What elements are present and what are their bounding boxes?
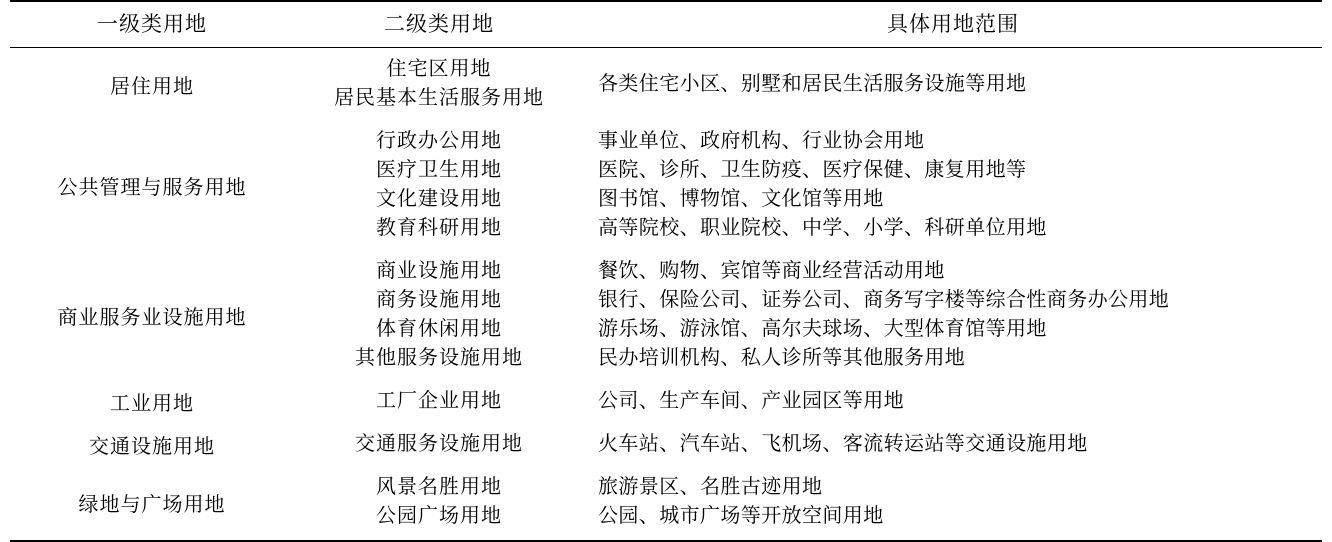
secondary-list (294, 387, 584, 416)
list-item: 行政办公用地 (376, 130, 502, 152)
secondary-list (294, 127, 584, 243)
scope-list (598, 387, 1322, 416)
list-item: 公园、城市广场等开放空间用地 (598, 505, 884, 527)
list-item: 餐饮、购物、宾馆等商业经营活动用地 (598, 260, 945, 282)
table-row (10, 423, 1322, 466)
list-item: 住宅区用地 (386, 58, 492, 80)
secondary-list (294, 55, 584, 113)
list-item: 各类住宅小区、别墅和居民生活服务设施等用地 (598, 72, 1027, 95)
list-item: 文化建设用地 (376, 188, 502, 210)
cell-secondary-category (294, 250, 584, 380)
table-header-row (10, 1, 1322, 48)
list-item: 工厂企业用地 (376, 390, 502, 412)
list-item: 交通服务设施用地 (355, 433, 523, 455)
column-header-primary: 一级类用地 (10, 1, 294, 48)
list-item: 事业单位、政府机构、行业协会用地 (598, 130, 925, 152)
table-row (10, 250, 1322, 380)
column-header-secondary: 二级类用地 (294, 1, 584, 48)
table-body (10, 48, 1322, 542)
cell-secondary-category (294, 423, 584, 466)
cell-secondary-category (294, 48, 584, 121)
cell-primary-category: 公共管理与服务用地 (57, 176, 247, 199)
scope-list (598, 127, 1322, 243)
list-item: 火车站、汽车站、飞机场、客流转运站等交通设施用地 (598, 433, 1088, 455)
cell-secondary-category (294, 380, 584, 423)
cell-primary-category: 交通设施用地 (89, 436, 215, 458)
cell-scope (584, 48, 1322, 121)
landuse-classification-table (10, 0, 1322, 542)
list-item: 商务设施用地 (376, 289, 502, 311)
list-item: 居民基本生活服务用地 (334, 87, 544, 109)
list-item: 体育休闲用地 (376, 318, 502, 340)
list-item: 风景名胜用地 (376, 476, 502, 498)
table-row (10, 380, 1322, 423)
table-row (10, 120, 1322, 250)
cell-primary-category: 商业服务业设施用地 (57, 306, 247, 329)
secondary-list (294, 430, 584, 459)
list-item: 图书馆、博物馆、文化馆等用地 (598, 188, 884, 210)
list-item: 其他服务设施用地 (355, 347, 523, 369)
column-header-scope: 具体用地范围 (584, 1, 1322, 48)
list-item: 医疗卫生用地 (376, 159, 502, 181)
cell-scope (584, 250, 1322, 380)
list-item: 医院、诊所、卫生防疫、医疗保健、康复用地等 (598, 159, 1027, 181)
table-header (10, 1, 1322, 48)
cell-primary-category: 绿地与广场用地 (10, 466, 294, 541)
cell-primary-category: 工业用地 (110, 393, 194, 415)
secondary-list (294, 473, 584, 531)
cell-scope (584, 466, 1322, 541)
list-item: 高等院校、职业院校、中学、小学、科研单位用地 (598, 217, 1047, 239)
secondary-list (294, 257, 584, 373)
cell-secondary-category (294, 120, 584, 250)
list-item: 教育科研用地 (376, 217, 502, 239)
list-item: 公司、生产车间、产业园区等用地 (598, 390, 904, 412)
list-item: 民办培训机构、私人诊所等其他服务用地 (598, 347, 966, 369)
table-row (10, 48, 1322, 121)
cell-primary-category: 居住用地 (110, 75, 194, 98)
cell-scope (584, 380, 1322, 423)
table-row (10, 466, 1322, 541)
scope-list (598, 70, 1322, 99)
cell-scope (584, 120, 1322, 250)
scope-list (598, 473, 1322, 531)
list-item: 商业设施用地 (376, 260, 502, 282)
cell-scope (584, 423, 1322, 466)
list-item: 旅游景区、名胜古迹用地 (598, 476, 823, 498)
list-item: 银行、保险公司、证券公司、商务写字楼等综合性商务办公用地 (598, 289, 1170, 311)
cell-secondary-category (294, 466, 584, 541)
list-item: 公园广场用地 (376, 505, 502, 527)
scope-list (598, 257, 1322, 373)
scope-list (598, 430, 1322, 459)
list-item: 游乐场、游泳馆、高尔夫球场、大型体育馆等用地 (598, 318, 1047, 340)
